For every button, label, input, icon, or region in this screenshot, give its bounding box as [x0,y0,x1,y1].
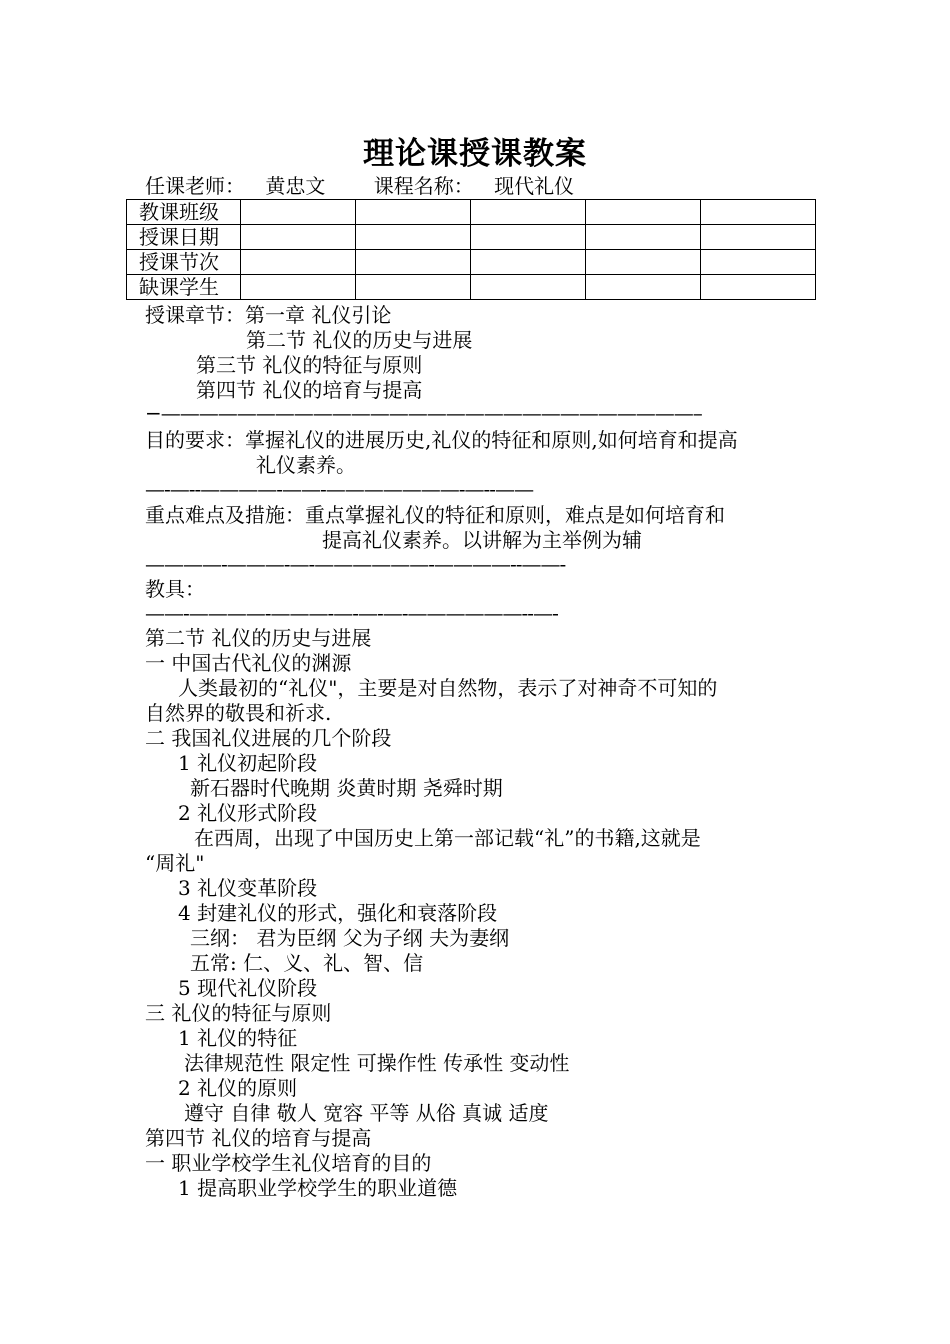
list-item-detail: 遵守 自律 敬人 宽容 平等 从俗 真诚 适度 [184,1101,549,1125]
table-cell[interactable] [701,225,816,250]
table-cell[interactable] [356,275,471,300]
list-item: 3 礼仪变革阶段 [178,876,318,900]
chapter-label: 授课章节： [145,303,245,327]
table-cell[interactable] [471,275,586,300]
table-cell[interactable] [586,250,701,275]
teacher-label: 任课老师： [145,174,245,198]
table-cell[interactable] [471,225,586,250]
paragraph-line: 自然界的敬畏和祈求. [145,701,332,725]
table-row-label: 授课节次 [127,250,241,275]
keypoints-line-1 [145,503,725,528]
paragraph-line: 在西周，出现了中国历史上第一部记载“礼”的书籍,这就是 [194,826,701,850]
list-item: 1 礼仪的特征 [178,1026,298,1050]
table-cell[interactable] [586,225,701,250]
teacher-info-line [145,174,574,199]
objective-label: 目的要求： [145,428,245,452]
separator-line: —-—--————-——-———————-—--—— [145,477,534,501]
objective-text: 掌握礼仪的进展历史,礼仪的特征和原则,如何培育和提高 [245,428,738,452]
class-info-table [126,199,816,300]
table-cell[interactable] [701,200,816,225]
chapter-line-3: 第三节 礼仪的特征与原则 [196,353,423,377]
course-name: 现代礼仪 [494,174,575,198]
table-cell[interactable] [471,250,586,275]
list-item: 4 封建礼仪的形式，强化和衰落阶段 [178,901,498,925]
list-item: 1 礼仪初起阶段 [178,751,318,775]
table-cell[interactable] [356,225,471,250]
chapter-line-1 [145,303,391,328]
keypoints-text: 重点掌握礼仪的特征和原则，难点是如何培育和 [305,503,725,527]
table-row-label: 教课班级 [127,200,241,225]
subsection-heading: 二 我国礼仪进展的几个阶段 [145,726,392,750]
list-item: 1 提高职业学校学生的职业道德 [178,1176,458,1200]
document-title: 理论课授课教案 [363,136,587,172]
table-cell[interactable] [356,250,471,275]
paragraph-line: “周礼" [145,851,205,875]
table-cell[interactable] [701,275,816,300]
list-item: 2 礼仪的原则 [178,1076,298,1100]
table-row-label: 授课日期 [127,225,241,250]
table-cell[interactable] [701,250,816,275]
subsection-heading: 一 职业学校学生礼仪培育的目的 [145,1151,432,1175]
list-item-detail: 五常: 仁、义、礼、智、信 [190,951,424,975]
list-item: 2 礼仪形式阶段 [178,801,318,825]
table-row [127,225,816,250]
table-row-label: 缺课学生 [127,275,241,300]
table-cell[interactable] [586,200,701,225]
table-row [127,200,816,225]
table-row [127,275,816,300]
list-item-detail: 三纲： 君为臣纲 父为子纲 夫为妻纲 [190,926,510,950]
table-cell[interactable] [471,200,586,225]
table-cell[interactable] [241,275,356,300]
table-row [127,250,816,275]
separator-line: ————-———-—-——————-————--——- [145,552,566,576]
keypoints-label: 重点难点及措施： [145,503,305,527]
separator-line: −————————————————————————————– [145,401,702,425]
subsection-heading: 一 中国古代礼仪的渊源 [145,651,352,675]
table-cell[interactable] [586,275,701,300]
subsection-heading: 三 礼仪的特征与原则 [145,1001,332,1025]
list-item-detail: 新石器时代晚期 炎黄时期 尧舜时期 [190,776,503,800]
table-cell[interactable] [241,225,356,250]
section-heading: 第四节 礼仪的培育与提高 [145,1126,372,1150]
paragraph-line: 人类最初的“礼仪"，主要是对自然物，表示了对神奇不可知的 [178,676,718,700]
chapter-line-2: 第二节 礼仪的历史与进展 [246,328,473,352]
chapter-title: 第一章 礼仪引论 [245,303,392,327]
chapter-line-4: 第四节 礼仪的培育与提高 [196,378,423,402]
course-label: 课程名称： [373,174,474,198]
list-item: 5 现代礼仪阶段 [178,976,318,1000]
keypoints-line-2: 提高礼仪素养。以讲解为主举例为辅 [322,528,642,552]
list-item-detail: 法律规范性 限定性 可操作性 传承性 变动性 [184,1051,570,1075]
teacher-name: 黄忠文 [265,174,326,198]
separator-line: ——-————-———-—-—-—-——————--—- [145,601,558,625]
table-cell[interactable] [356,200,471,225]
objective-line-2: 礼仪素养。 [256,453,356,477]
tools-label: 教具： [145,577,205,601]
section-heading: 第二节 礼仪的历史与进展 [145,626,372,650]
table-cell[interactable] [241,250,356,275]
table-cell[interactable] [241,200,356,225]
objective-line-1 [145,428,738,453]
